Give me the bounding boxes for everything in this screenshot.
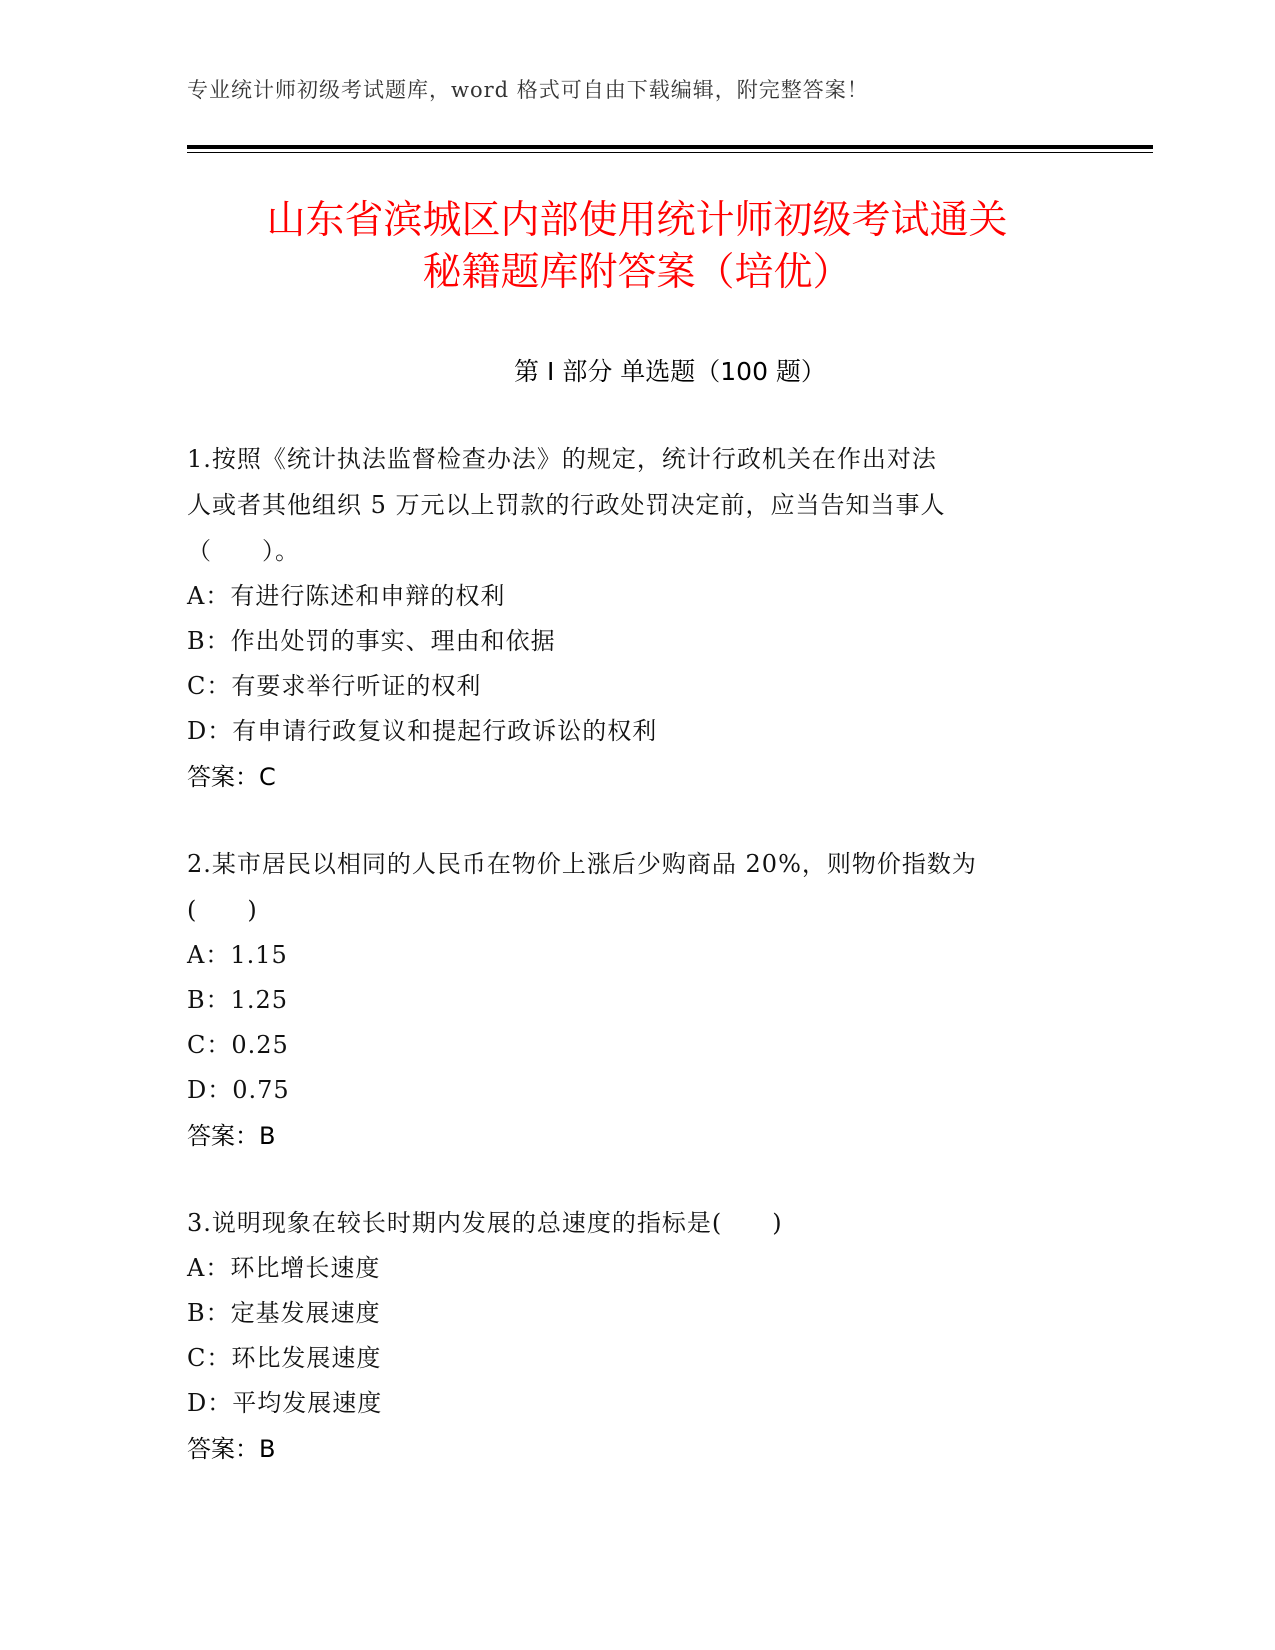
option-b: B：定基发展速度 [187,1299,381,1327]
question-1 [187,436,1087,800]
option-d: D：有申请行政复议和提起行政诉讼的权利 [187,717,658,745]
answer: 答案：B [187,1122,276,1150]
option-a: A：有进行陈述和申辩的权利 [187,582,506,610]
header-rule-thin [187,152,1153,153]
option-a: A：1.15 [187,941,288,969]
option-a: A：环比增长速度 [187,1254,381,1282]
option-c: C：0.25 [187,1031,289,1059]
question-stem-line: ( ) [187,896,258,924]
header-note: 专业统计师初级考试题库，word 格式可自由下载编辑，附完整答案！ [187,78,869,102]
option-c: C：有要求举行听证的权利 [187,672,482,700]
question-stem-line: （ ）。 [187,537,300,565]
option-b: B：1.25 [187,986,289,1014]
question-stem-line: 1.按照《统计执法监督检查办法》的规定，统计行政机关在作出对法 [187,445,937,473]
document-title-line-2: 秘籍题库附答案（培优） [422,250,852,295]
header-rule-thick [187,145,1153,149]
question-stem-line: 3.说明现象在较长时期内发展的总速度的指标是( ) [187,1209,783,1237]
answer: 答案：B [187,1435,276,1463]
section-heading: 第 I 部分 单选题（100 题） [514,357,826,386]
option-d: D：0.75 [187,1076,290,1104]
question-stem-line: 人或者其他组织 5 万元以上罚款的行政处罚决定前，应当告知当事人 [187,491,946,519]
document-title [187,195,1087,299]
question-stem-line: 2.某市居民以相同的人民币在物价上涨后少购商品 20%，则物价指数为 [187,850,977,878]
question-list [187,436,1087,1513]
answer: 答案：C [187,763,276,791]
option-d: D：平均发展速度 [187,1389,383,1417]
option-b: B：作出处罚的事实、理由和依据 [187,627,556,655]
question-2 [187,841,1087,1159]
option-c: C：环比发展速度 [187,1344,382,1372]
document-title-line-1: 山东省滨城区内部使用统计师初级考试通关 [266,198,1008,243]
question-3 [187,1200,1087,1472]
